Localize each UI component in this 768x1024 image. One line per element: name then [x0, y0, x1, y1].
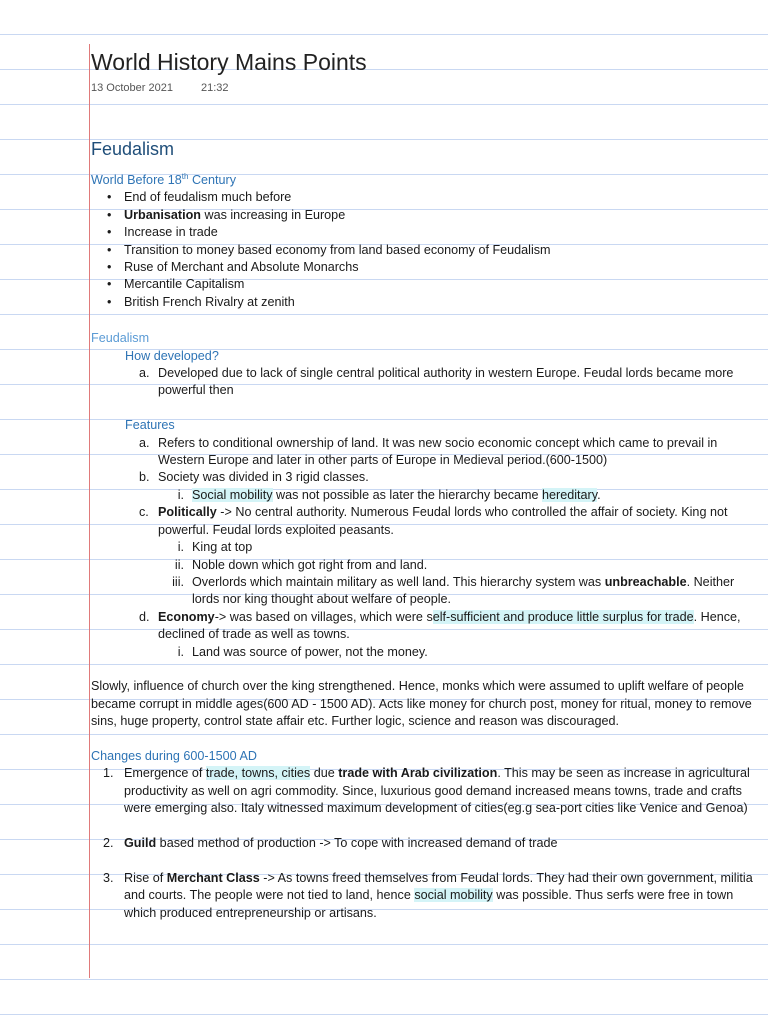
- item-text: End of feudalism much before: [124, 190, 292, 205]
- list-item: [125, 365, 763, 400]
- changes-list: [91, 765, 763, 922]
- item-text: Developed due to lack of single central political authority in western Europe. Feudal lords became more powerful then: [158, 366, 734, 398]
- list-item: [125, 469, 763, 504]
- features-list: [91, 435, 763, 661]
- list-item: [125, 504, 763, 608]
- list-item: [158, 539, 763, 556]
- bold-term: Merchant Class: [166, 870, 260, 885]
- sub-list: [158, 539, 763, 609]
- list-item: [91, 207, 763, 224]
- list-marker: d.: [139, 609, 150, 624]
- item-text: Overlords which maintain military as well land. This hierarchy system was: [192, 574, 605, 589]
- item-text: . Hence, declined of trade as well as towns.: [158, 609, 741, 642]
- highlighted-text: hereditary: [542, 487, 598, 502]
- church-paragraph: Slowly, influence of church over the king strengthened. Hence, monks which were assumed to uplift welfare of people became corrupt in middle ages(600 AD - 1500 AD). Acts like money for church post, money for ritual, money to remove sins, huge property, control state affair etc. Further logic, science and reason was discouraged.: [91, 679, 752, 729]
- list-marker: b.: [139, 470, 150, 485]
- bold-term: unbreachable: [604, 574, 687, 589]
- item-text: Transition to money based economy from land based economy of Feudalism: [124, 242, 551, 257]
- section-title: Feudalism: [91, 139, 175, 159]
- heading-text: World Before 18: [91, 173, 182, 187]
- list-item: [125, 609, 763, 661]
- item-text: Increase in trade: [124, 225, 218, 240]
- list-item: [91, 224, 763, 241]
- list-item: [158, 557, 763, 574]
- item-text: was possible. Thus serfs were free in town which produced entrepreneurship or artisans.: [124, 888, 734, 920]
- page-title: World History Mains Points: [91, 49, 367, 75]
- item-text: Noble down which got right from and land.: [192, 557, 428, 572]
- sub-list: [158, 487, 763, 504]
- note-page: [91, 46, 763, 922]
- list-item: [158, 644, 763, 661]
- list-marker: c.: [139, 505, 149, 520]
- item-text: Land was source of power, not the money.: [192, 644, 428, 659]
- list-item: [91, 870, 763, 922]
- page-date: 13 October 2021: [91, 82, 173, 94]
- how-developed-heading: How developed?: [125, 348, 219, 363]
- list-item: [91, 294, 763, 311]
- item-text: based method of production -> To cope with increased demand of trade: [156, 835, 558, 850]
- page-meta: [91, 80, 763, 96]
- item-text: -> As towns freed themselves from Feudal lords. They had their own government, militia and courts. The people were not tied to land, hence: [124, 870, 753, 903]
- item-text: Refers to conditional ownership of land. It was new socio economic concept which came to prevail in Western Europe and later in other parts of Europe in Medieval period.(600-1500): [158, 435, 718, 468]
- item-text: was not possible as later the hierarchy became: [272, 487, 543, 502]
- item-text: Rise of: [124, 870, 167, 885]
- sub-list: [158, 644, 763, 661]
- list-item: [158, 487, 763, 504]
- bold-term: trade with Arab civilization: [338, 766, 498, 781]
- list-marker: a.: [139, 435, 150, 450]
- bold-term: Guild: [124, 835, 157, 850]
- bold-term: Economy: [158, 609, 215, 624]
- list-marker: 2.: [103, 835, 114, 850]
- heading-text-end: Century: [188, 173, 237, 187]
- list-marker: 3.: [103, 870, 114, 885]
- list-marker: ii.: [174, 557, 184, 572]
- bold-term: Politically: [158, 505, 217, 520]
- feudalism-subheading: Feudalism: [91, 331, 150, 346]
- highlighted-text: social mobility: [414, 888, 493, 903]
- list-marker: i.: [177, 540, 184, 555]
- list-item: [91, 189, 763, 206]
- highlighted-text: trade, towns, cities: [205, 766, 311, 781]
- list-marker: i.: [177, 644, 184, 659]
- world-before-heading: [91, 172, 763, 189]
- list-item: [91, 276, 763, 293]
- item-text: Emergence of: [124, 766, 206, 781]
- list-spacer: [91, 852, 763, 869]
- item-text: -> was based on villages, which were s: [214, 609, 433, 624]
- highlighted-text: elf-sufficient and produce little surplus for trade: [432, 609, 694, 624]
- page-time: 21:32: [200, 82, 229, 94]
- item-text: British French Rivalry at zenith: [124, 294, 295, 309]
- item-text: Society was divided in 3 rigid classes.: [158, 470, 369, 485]
- item-text: King at top: [192, 540, 253, 555]
- highlighted-text: Social mobility: [192, 487, 273, 502]
- list-item: [91, 259, 763, 276]
- list-spacer: [91, 818, 763, 835]
- item-text: Ruse of Merchant and Absolute Monarchs: [124, 260, 359, 275]
- list-marker: a.: [139, 366, 150, 381]
- list-item: [125, 435, 763, 470]
- world-before-list: [91, 189, 763, 311]
- item-text: . Neither lords nor king thought about welfare of people.: [192, 574, 735, 607]
- item-text: -> No central authority. Numerous Feudal lords who controlled the affair of society. King not powerful. Feudal lords exploited peasants.: [158, 505, 728, 537]
- how-developed-list: [91, 365, 763, 400]
- item-text: . This may be seen as increase in agricultural productivity as well on agri commodity. Since, luxurious good demand increased means towns, trade and crafts were emerging also. Italy witnessed maximum development of cities(eg.g sea-port cities like Venice and Genoa): [124, 766, 750, 816]
- list-marker: 1.: [103, 766, 114, 781]
- features-heading: Features: [125, 418, 175, 433]
- changes-heading: Changes during 600-1500 AD: [91, 748, 257, 763]
- item-text: .: [597, 487, 601, 502]
- bold-term: Urbanisation: [124, 207, 201, 222]
- item-text: Mercantile Capitalism: [124, 277, 245, 292]
- item-text: due: [310, 766, 339, 781]
- list-item: [91, 765, 763, 817]
- item-text: was increasing in Europe: [204, 207, 346, 222]
- list-item: [158, 574, 763, 609]
- margin-line: [89, 44, 90, 978]
- list-marker: i.: [177, 487, 184, 502]
- list-marker: iii.: [172, 574, 184, 589]
- list-item: [91, 242, 763, 259]
- list-item: [91, 835, 763, 852]
- heading-sup: th: [181, 171, 189, 181]
